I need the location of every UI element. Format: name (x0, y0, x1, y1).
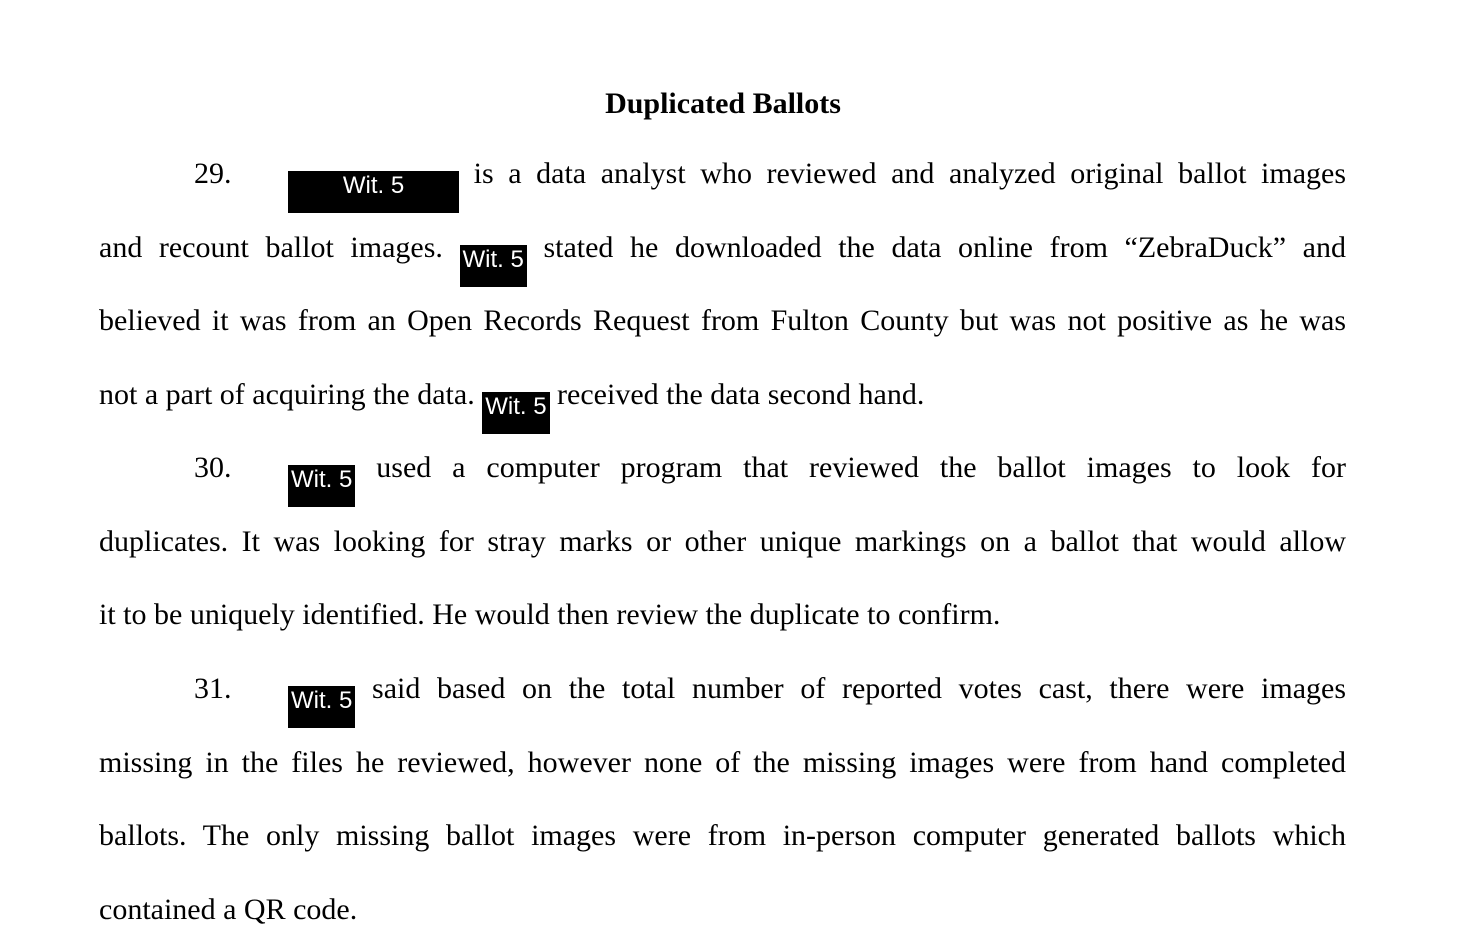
paragraph-31-line-3 (99, 816, 1346, 856)
paragraph-text: received the data second hand. (557, 378, 925, 411)
paragraph-text: ballots. The only missing ballot images were from in-person computer generated ballots which (99, 819, 1346, 852)
redaction-block: Wit. 5 (288, 465, 355, 507)
paragraph-text: used a computer program that reviewed the ballot images to look for (376, 451, 1347, 484)
paragraph-29-line-1 (194, 154, 1347, 199)
paragraph-31-line-2 (99, 743, 1346, 783)
paragraph-text: is a data analyst who reviewed and analyzed original ballot images (473, 157, 1347, 190)
paragraph-29-line-2 (99, 228, 1347, 273)
paragraph-text: stated he downloaded the data online from “ZebraDuck” and (543, 231, 1347, 264)
paragraph-text: believed it was from an Open Records Request from Fulton County but was not positive as he was (99, 304, 1346, 337)
paragraph-text: said based on the total number of reported votes cast, there were images (372, 672, 1346, 705)
paragraph-text: missing in the files he reviewed, however none of the missing images were from hand completed (99, 746, 1346, 779)
redaction-block: Wit. 5 (288, 171, 459, 213)
paragraph-text: contained a QR code. (99, 893, 358, 926)
paragraph-text: it to be uniquely identified. He would then review the duplicate to confirm. (99, 598, 1001, 631)
paragraph-number: 29. (194, 157, 232, 190)
paragraph-30-line-1 (194, 448, 1347, 493)
paragraph-text: duplicates. It was looking for stray marks or other unique markings on a ballot that would allow (99, 525, 1346, 558)
redaction-block: Wit. 5 (460, 245, 527, 287)
paragraph-29-line-4 (99, 375, 1346, 420)
paragraph-30-line-3 (99, 595, 1346, 635)
paragraph-number: 31. (194, 672, 232, 705)
paragraph-31-line-4 (99, 890, 1346, 930)
redaction-block: Wit. 5 (482, 392, 549, 434)
paragraph-30-line-2 (99, 522, 1346, 562)
paragraph-29-line-3 (99, 301, 1346, 341)
paragraph-text: not a part of acquiring the data. (99, 378, 475, 411)
paragraph-31-line-1 (194, 669, 1346, 714)
paragraph-number: 30. (194, 451, 232, 484)
section-heading: Duplicated Ballots (605, 87, 841, 120)
redaction-block: Wit. 5 (288, 686, 355, 728)
paragraph-text: and recount ballot images. (99, 231, 443, 264)
